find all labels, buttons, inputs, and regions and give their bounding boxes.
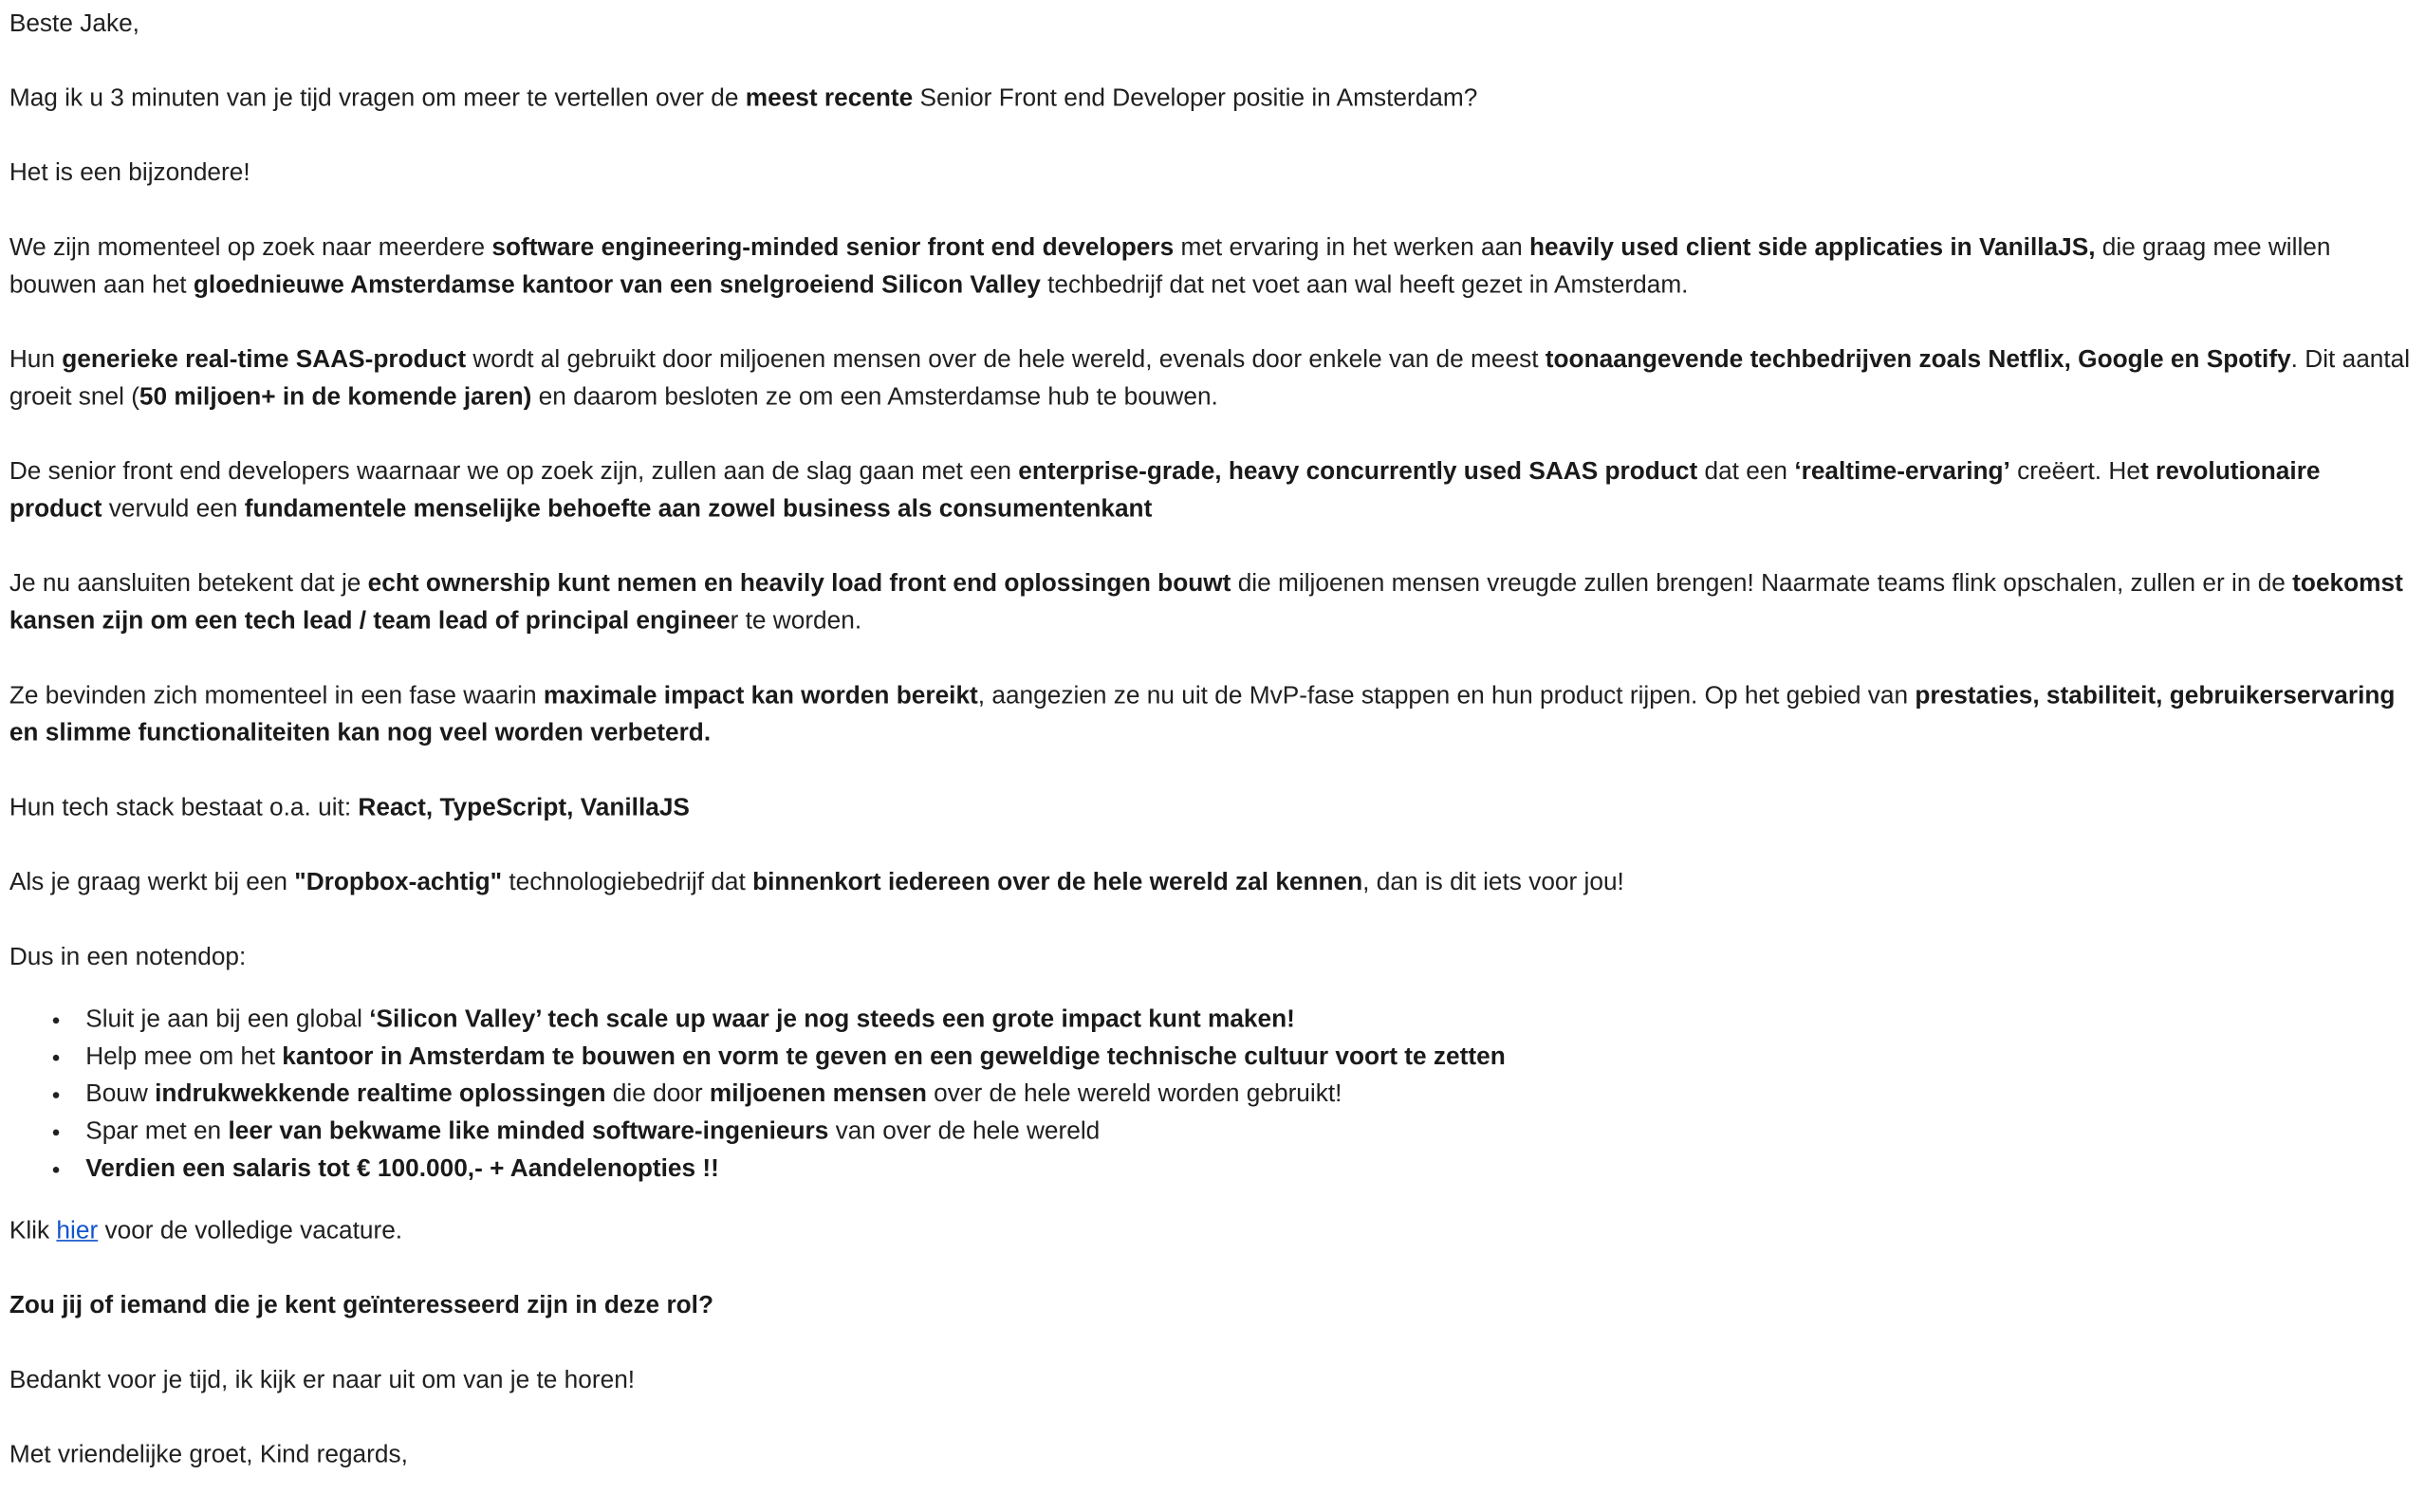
- list-item-text: Sluit je aan bij een global: [85, 1006, 370, 1033]
- list-item-text: Spar met en: [85, 1118, 229, 1146]
- impact-text: Ze bevinden zich momenteel in een fase waarin: [9, 682, 544, 710]
- dropbox-paragraph: [9, 865, 2418, 902]
- dropbox-text: technologiebedrijf dat: [502, 869, 753, 896]
- list-item-text: over de hele wereld worden gebruikt!: [926, 1080, 1342, 1108]
- search-text: techbedrijf dat net voet aan wal heeft gezet in Amsterdam.: [1040, 272, 1689, 299]
- list-item-bold: kantoor in Amsterdam te bouwen en vorm te geven en een geweldige technische cultuur voort te zetten: [282, 1043, 1506, 1071]
- enterprise-text: dat een: [1697, 458, 1795, 486]
- intro-bold: meest recente: [745, 85, 914, 113]
- dropbox-text: , dan is dit iets voor jou!: [1362, 869, 1624, 896]
- dropbox-bold: "Dropbox-achtig": [294, 869, 503, 896]
- stack-text: Hun tech stack bestaat o.a. uit:: [9, 795, 359, 821]
- ownership-paragraph: [9, 566, 2418, 641]
- list-item-text: Help mee om het: [85, 1043, 283, 1071]
- product-text: en daarom besloten ze om een Amsterdamse hub te bouwen.: [531, 384, 1218, 411]
- enterprise-bold: t revolutionaire product: [9, 458, 2321, 524]
- product-paragraph: [9, 342, 2418, 417]
- stack-bold: React, TypeScript, VanillaJS: [358, 795, 690, 821]
- list-item-text: die door: [605, 1080, 710, 1108]
- summary-list: [9, 1002, 2418, 1189]
- enterprise-paragraph: [9, 454, 2418, 529]
- ownership-bold: toekomst kansen zijn om een tech lead / team lead of principal enginee: [9, 570, 2403, 636]
- product-text: Hun: [9, 346, 63, 374]
- enterprise-text: vervuld een: [102, 496, 245, 524]
- intro-text: Mag ik u 3 minuten van je tijd vragen om meer te vertellen over de: [9, 85, 746, 113]
- list-item-bold: ‘Silicon Valley’ tech scale up waar je nog steeds een grote impact kunt maken!: [369, 1006, 1295, 1033]
- impact-bold: prestaties, stabiliteit, gebruikerservaring en slimme functionaliteiten kan nog veel worden verbeterd.: [9, 682, 2396, 747]
- dropbox-bold: binnenkort iedereen over de hele wereld zal kennen: [752, 869, 1363, 896]
- enterprise-text: creëert. He: [2009, 458, 2140, 486]
- search-text: die graag mee willen bouwen aan het: [9, 234, 2331, 299]
- ownership-bold: echt ownership kunt nemen en heavily load front end oplossingen bouwt: [367, 570, 1231, 598]
- search-text: We zijn momenteel op zoek naar meerdere: [9, 234, 492, 262]
- ownership-text: r te worden.: [730, 608, 862, 636]
- impact-bold: maximale impact kan worden bereikt: [543, 682, 978, 710]
- list-item-bold: Verdien een salaris tot € 100.000,- + Aandelenopties !!: [85, 1155, 719, 1183]
- list-item-bold: indrukwekkende realtime oplossingen: [155, 1080, 606, 1108]
- question-paragraph: [9, 1288, 2418, 1325]
- search-text: met ervaring in het werken aan: [1174, 234, 1530, 262]
- special-paragraph: Het is een bijzondere!: [9, 159, 250, 187]
- enterprise-bold: fundamentele menselijke behoefte aan zowel business als consumentenkant: [244, 496, 1153, 524]
- stack-paragraph: [9, 790, 2418, 827]
- list-item: [76, 1152, 2417, 1189]
- intro-paragraph: [9, 81, 2418, 118]
- list-item: [76, 1114, 2417, 1151]
- list-item-bold: miljoenen mensen: [709, 1080, 927, 1108]
- list-item-text: Bouw: [85, 1080, 156, 1108]
- product-bold: generieke real-time SAAS-product: [62, 346, 467, 374]
- enterprise-bold: enterprise-grade, heavy concurrently used SAAS product: [1018, 458, 1698, 486]
- product-bold: toonaangevende techbedrijven zoals Netflix, Google en Spotify: [1545, 346, 2291, 374]
- impact-text: , aangezien ze nu uit de MvP-fase stappen en hun product rijpen. Op het gebied van: [977, 682, 1916, 710]
- list-item: [76, 1077, 2417, 1114]
- nutshell-paragraph: Dus in een notendop:: [9, 944, 247, 971]
- click-text: Klik: [9, 1218, 57, 1245]
- list-item-text: van over de hele wereld: [828, 1118, 1101, 1146]
- thanks-paragraph: Bedankt voor je tijd, ik kijk er naar uit om van je te horen!: [9, 1367, 636, 1394]
- list-item: [76, 1040, 2417, 1077]
- dropbox-text: Als je graag werkt bij een: [9, 869, 295, 896]
- ownership-text: Je nu aansluiten betekent dat je: [9, 570, 368, 598]
- list-item: [76, 1002, 2417, 1039]
- impact-paragraph: [9, 678, 2418, 753]
- enterprise-text: De senior front end developers waarnaar we op zoek zijn, zullen aan de slag gaan met een: [9, 458, 1019, 486]
- search-bold: gloednieuwe Amsterdamse kantoor van een snelgroeiend Silicon Valley: [193, 272, 1041, 299]
- question-bold: Zou jij of iemand die je kent geïnteresseerd zijn in deze rol?: [9, 1292, 714, 1319]
- product-text: wordt al gebruikt door miljoenen mensen over de hele wereld, evenals door enkele van de meest: [466, 346, 1546, 374]
- search-bold: software engineering-minded senior front end developers: [491, 234, 1175, 262]
- greeting: Beste Jake,: [9, 10, 139, 38]
- click-paragraph: [9, 1213, 2418, 1250]
- search-bold: heavily used client side applicaties in VanillaJS,: [1529, 234, 2096, 262]
- product-text: . Dit aantal groeit snel (: [9, 346, 2411, 411]
- search-paragraph: [9, 230, 2418, 305]
- intro-text: Senior Front end Developer positie in Amsterdam?: [913, 85, 1478, 113]
- enterprise-bold: ‘realtime-ervaring’: [1794, 458, 2010, 486]
- vacancy-link[interactable]: hier: [56, 1218, 99, 1245]
- list-item-bold: leer van bekwame like minded software-ingenieurs: [228, 1118, 829, 1146]
- ownership-text: die miljoenen mensen vreugde zullen brengen! Naarmate teams flink opschalen, zullen er in de: [1231, 570, 2293, 598]
- product-bold: 50 miljoen+ in de komende jaren): [139, 384, 532, 411]
- signoff-paragraph: Met vriendelijke groet, Kind regards,: [9, 1442, 408, 1469]
- click-text: voor de volledige vacature.: [98, 1218, 403, 1245]
